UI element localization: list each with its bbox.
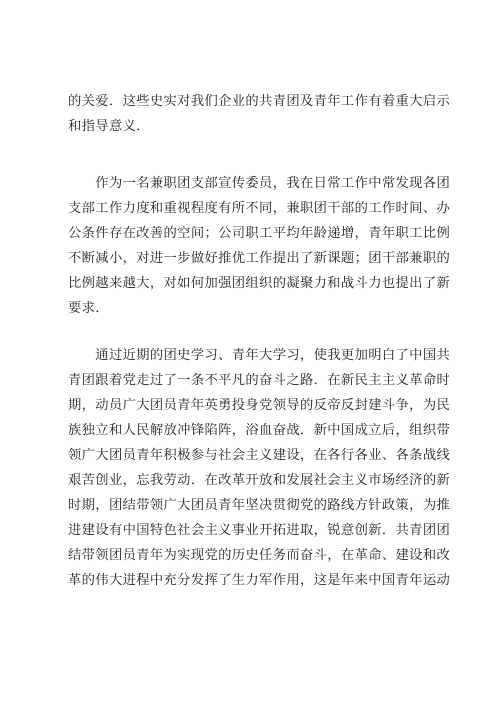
paragraph-3 xyxy=(68,343,451,593)
text-line: 支部工作力度和重视程度有所不同，兼职团干部的工作时间、办 xyxy=(68,201,451,216)
text-line: 青团跟着党走过了一条不平凡的奋斗之路．在新民主主义革命时 xyxy=(68,373,451,388)
text-line: 进建设有中国特色社会主义事业开拓进取，锐意创新．共青团团 xyxy=(68,523,451,538)
paragraph-2 xyxy=(68,171,451,321)
text-line: 要求． xyxy=(68,301,109,316)
text-line: 不断减小，对进一步做好推优工作提出了新课题；团干部兼职的 xyxy=(68,251,451,266)
text-line: 时期，团结带领广大团员青年坚决贯彻党的路线方针政策，为推 xyxy=(68,498,451,513)
text-line: 公条件存在改善的空间；公司职工平均年龄递增，青年职工比例 xyxy=(68,226,451,241)
paragraph-1 xyxy=(68,89,451,139)
text-line: 比例越来越大，对如何加强团组织的凝聚力和战斗力也提出了新 xyxy=(68,276,451,291)
text-line: 结带领团员青年为实现党的历史任务而奋斗，在革命、建设和改 xyxy=(68,548,451,563)
text-line: 作为一名兼职团支部宣传委员，我在日常工作中常发现各团 xyxy=(68,176,451,191)
text-line: 族独立和人民解放冲锋陷阵，浴血奋战．新中国成立后，组织带 xyxy=(68,423,451,438)
text-line: 的关爱．这些史实对我们企业的共青团及青年工作有着重大启示 xyxy=(68,94,451,109)
text-line: 和指导意义． xyxy=(68,119,150,134)
text-line: 期，动员广大团员青年英勇投身党领导的反帝反封建斗争，为民 xyxy=(68,398,451,413)
text-line: 领广大团员青年积极参与社会主义建设，在各行各业、各条战线 xyxy=(68,448,451,463)
text-line: 艰苦创业，忘我劳动．在改革开放和发展社会主义市场经济的新 xyxy=(68,473,451,488)
text-line: 通过近期的团史学习、青年大学习，使我更加明白了中国共 xyxy=(68,348,451,363)
text-line: 革的伟大进程中充分发挥了生力军作用，这是年来中国青年运动 xyxy=(68,573,451,588)
